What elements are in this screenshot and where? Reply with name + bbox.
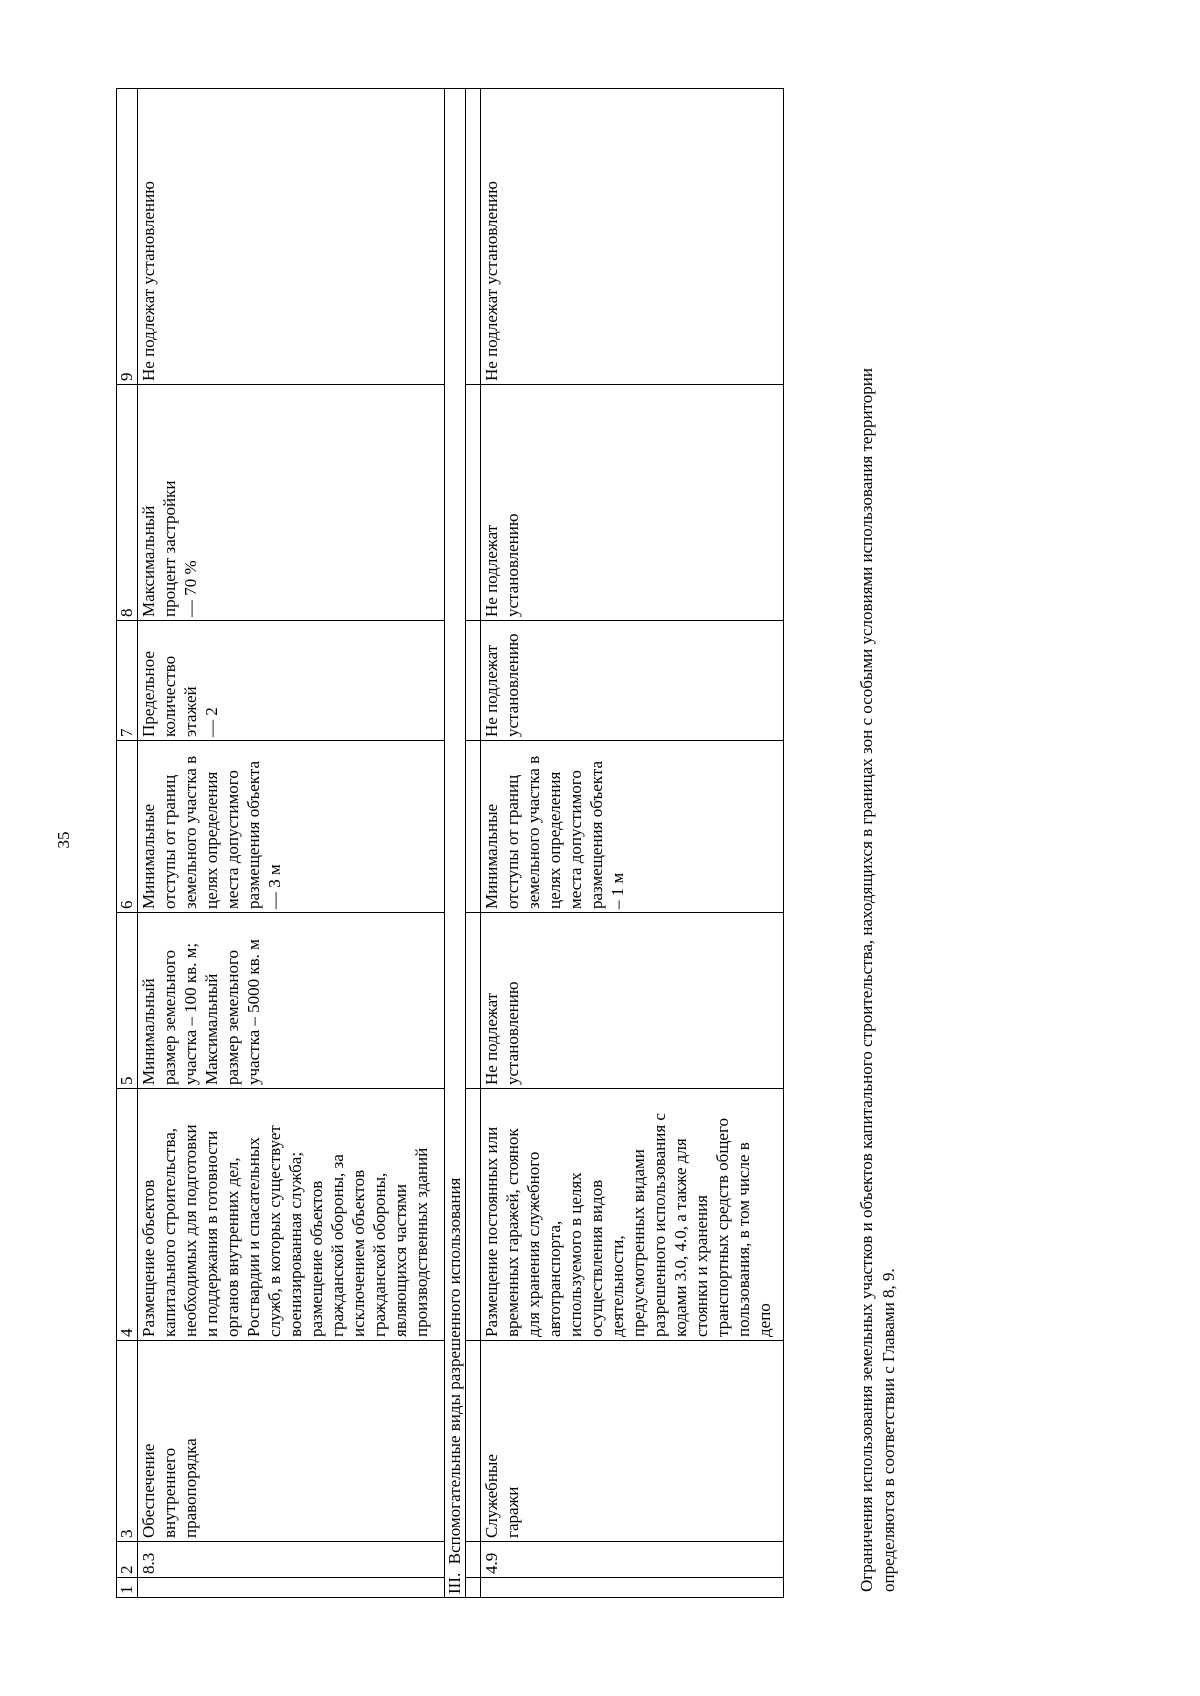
spacer-cell	[466, 621, 481, 741]
section-row	[445, 89, 466, 1598]
section-cell	[445, 89, 466, 1598]
spacer-cell	[466, 1542, 481, 1578]
header-cell: 1	[117, 1578, 138, 1598]
empty-cell	[481, 1578, 784, 1598]
description-cell: Размещение постоянных или временных гаражей, стоянок для хранения служебного автотранспорта, используемого в целях осуществления видов деятельности, предусмотренных видами разрешенного использования с кодами 3.0, 4.0, а также для стоянки и хранения транспортных средств общего пользования, в том числе в депо	[481, 1089, 784, 1341]
header-cell: 7	[117, 621, 138, 741]
spacer-cell	[466, 741, 481, 913]
other-cell: Не подлежат установлению	[138, 89, 445, 385]
header-cell: 5	[117, 913, 138, 1089]
footnote-line: Ограничения использования земельных участков и объектов капитального строительства, находящихся в границах зон с особыми условиями использования территории	[857, 368, 876, 1592]
page-number: 35	[54, 831, 73, 849]
setbacks-cell: Минимальные отступы от границ земельного участка в целях определения места допустимого размещения объекта – 1 м	[481, 741, 784, 913]
table-row	[481, 89, 784, 1598]
section-title: Вспомогательные виды разрешенного использования	[445, 1177, 464, 1565]
description-cell: Размещение объектов капитального строительства, необходимых для подготовки и поддержания в готовности органов внутренних дел, Росгвардии и спасательных служб, в которых существует военизированная служба; размещение объектов гражданской обороны, за исключением объектов гражданской обороны, являющихся частями производственных зданий	[138, 1089, 445, 1341]
spacer-cell	[466, 913, 481, 1089]
header-cell: 4	[117, 1089, 138, 1341]
spacer-cell	[466, 1089, 481, 1341]
spacer-cell	[466, 385, 481, 621]
section-number: III.	[445, 1572, 464, 1594]
coverage-cell: Максимальный процент застройки — 70 %	[138, 385, 445, 621]
spacer-cell	[466, 89, 481, 385]
other-cell: Не подлежат установлению	[481, 89, 784, 385]
name-cell: Обеспечение внутреннего правопорядка	[138, 1341, 445, 1542]
code-cell: 8.3	[138, 1542, 445, 1578]
footnote	[856, 92, 900, 1592]
header-cell: 2	[117, 1542, 138, 1578]
header-cell: 6	[117, 741, 138, 913]
setbacks-cell: Минимальные отступы от границ земельного участка в целях определения места допустимого размещения объекта — 3 м	[138, 741, 445, 913]
spacer-cell	[466, 1341, 481, 1542]
header-row	[117, 89, 138, 1598]
header-cell: 3	[117, 1341, 138, 1542]
plot-size-cell: Минимальный размер земельного участка – 100 кв. м; Максимальный размер земельного участка – 5000 кв. м	[138, 913, 445, 1089]
spacer-row	[466, 89, 481, 1598]
footnote-line: определяются в соответствии с Главами 8, 9.	[879, 1268, 898, 1592]
plot-size-cell: Не подлежат установлению	[481, 913, 784, 1089]
zoning-table	[116, 88, 784, 1598]
header-cell: 9	[117, 89, 138, 385]
floors-cell: Предельное количество этажей — 2	[138, 621, 445, 741]
rotated-page	[82, 68, 1182, 1628]
code-cell: 4.9	[481, 1542, 784, 1578]
empty-cell	[138, 1578, 445, 1598]
spacer-cell	[466, 1578, 481, 1598]
table-row	[138, 89, 445, 1598]
floors-cell: Не подлежат установлению	[481, 621, 784, 741]
coverage-cell: Не подлежат установлению	[481, 385, 784, 621]
header-cell: 8	[117, 385, 138, 621]
name-cell: Служебные гаражи	[481, 1341, 784, 1542]
